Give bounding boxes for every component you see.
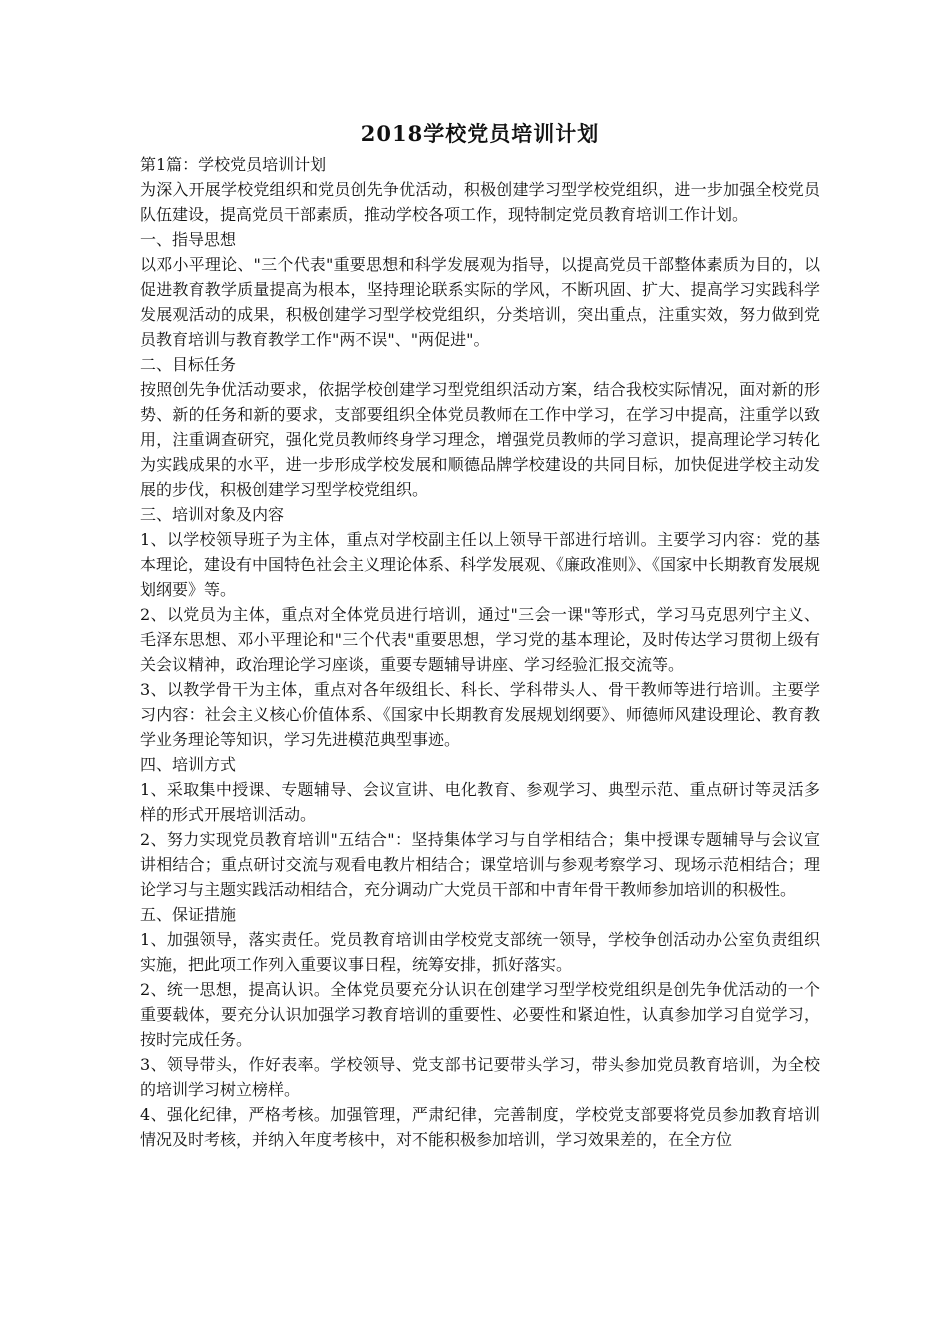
paragraph-guiding-ideology: 以邓小平理论、"三个代表"重要思想和科学发展观为指导，以提高党员干部整体素质为目的，以促进教育教学质量提高为根本，坚持理论联系实际的学风，不断巩固、扩大、提高学习实践科学发展观活动的成果，积极创建学习型学校党组织，分类培训，突出重点，注重实效，努力做到党员教育培训与教育教学工作"两不误"、"两促进"。 — [140, 255, 820, 349]
paragraph-measure-1: 1、加强领导，落实责任。党员教育培训由学校党支部统一领导，学校争创活动办公室负责组织实施，把此项工作列入重要议事日程，统筹安排，抓好落实。 — [140, 930, 820, 974]
paragraph-goals: 按照创先争优活动要求，依据学校创建学习型党组织活动方案，结合我校实际情况，面对新的形势、新的任务和新的要求，支部要组织全体党员教师在工作中学习，在学习中提高，注重学以致用，注重调查研究，强化党员教师终身学习理念，增强党员教师的学习意识，提高理论学习转化为实践成果的水平，进一步形成学校发展和顺德品牌学校建设的共同目标，加快促进学校主动发展的步伐，积极创建学习型学校党组织。 — [140, 380, 820, 499]
section-heading-training-methods: 四、培训方式 — [140, 755, 237, 774]
intro-paragraph: 为深入开展学校党组织和党员创先争优活动，积极创建学习型学校党组织，进一步加强全校党员队伍建设，提高党员干部素质，推动学校各项工作，现特制定党员教育培训工作计划。 — [140, 180, 820, 224]
document-title: 2018学校党员培训计划 — [360, 121, 600, 146]
paragraph-training-method-2: 2、努力实现党员教育培训"五结合"：坚持集体学习与自学相结合；集中授课专题辅导与会议宣讲相结合；重点研讨交流与观看电教片相结合；课堂培训与参观考察学习、现场示范相结合；理论学习与主题实践活动相结合，充分调动广大党员干部和中青年骨干教师参加培训的积极性。 — [140, 830, 820, 899]
section-heading-goals: 二、目标任务 — [140, 355, 237, 374]
paragraph-training-target-1: 1、以学校领导班子为主体，重点对学校副主任以上领导干部进行培训。主要学习内容：党的基本理论，建设有中国特色社会主义理论体系、科学发展观、《廉政准则》、《国家中长期教育发展规划纲要》等。 — [140, 530, 821, 599]
paragraph-measure-2: 2、统一思想，提高认识。全体党员要充分认识在创建学习型学校党组织是创先争优活动的一个重要载体，要充分认识加强学习教育培训的重要性、必要性和紧迫性，认真参加学习自觉学习，按时完成任务。 — [140, 980, 820, 1049]
section-heading-training-targets: 三、培训对象及内容 — [140, 505, 285, 524]
paragraph-measure-4: 4、强化纪律，严格考核。加强管理，严肃纪律，完善制度，学校党支部要将党员参加教育培训情况及时考核，并纳入年度考核中，对不能积极参加培训，学习效果差的，在全方位 — [140, 1105, 820, 1149]
paragraph-training-target-3: 3、以教学骨干为主体，重点对各年级组长、科长、学科带头人、骨干教师等进行培训。主要学习内容：社会主义核心价值体系、《国家中长期教育发展规划纲要》、师德师风建设理论、教育教学业务理论等知识，学习先进模范典型事迹。 — [140, 680, 820, 749]
paragraph-measure-3: 3、领导带头，作好表率。学校领导、党支部书记要带头学习，带头参加党员教育培训，为全校的培训学习树立榜样。 — [140, 1055, 820, 1099]
section-heading-guiding-ideology: 一、指导思想 — [140, 230, 237, 249]
document-subtitle: 第1篇：学校党员培训计划 — [140, 155, 327, 174]
section-heading-measures: 五、保证措施 — [140, 905, 237, 924]
paragraph-training-target-2: 2、以党员为主体，重点对全体党员进行培训，通过"三会一课"等形式，学习马克思列宁主义、毛泽东思想、邓小平理论和"三个代表"重要思想，学习党的基本理论，及时传达学习贯彻上级有关会议精神，政治理论学习座谈，重要专题辅导讲座、学习经验汇报交流等。 — [140, 605, 820, 674]
paragraph-training-method-1: 1、采取集中授课、专题辅导、会议宣讲、电化教育、参观学习、典型示范、重点研讨等灵活多样的形式开展培训活动。 — [140, 780, 820, 824]
